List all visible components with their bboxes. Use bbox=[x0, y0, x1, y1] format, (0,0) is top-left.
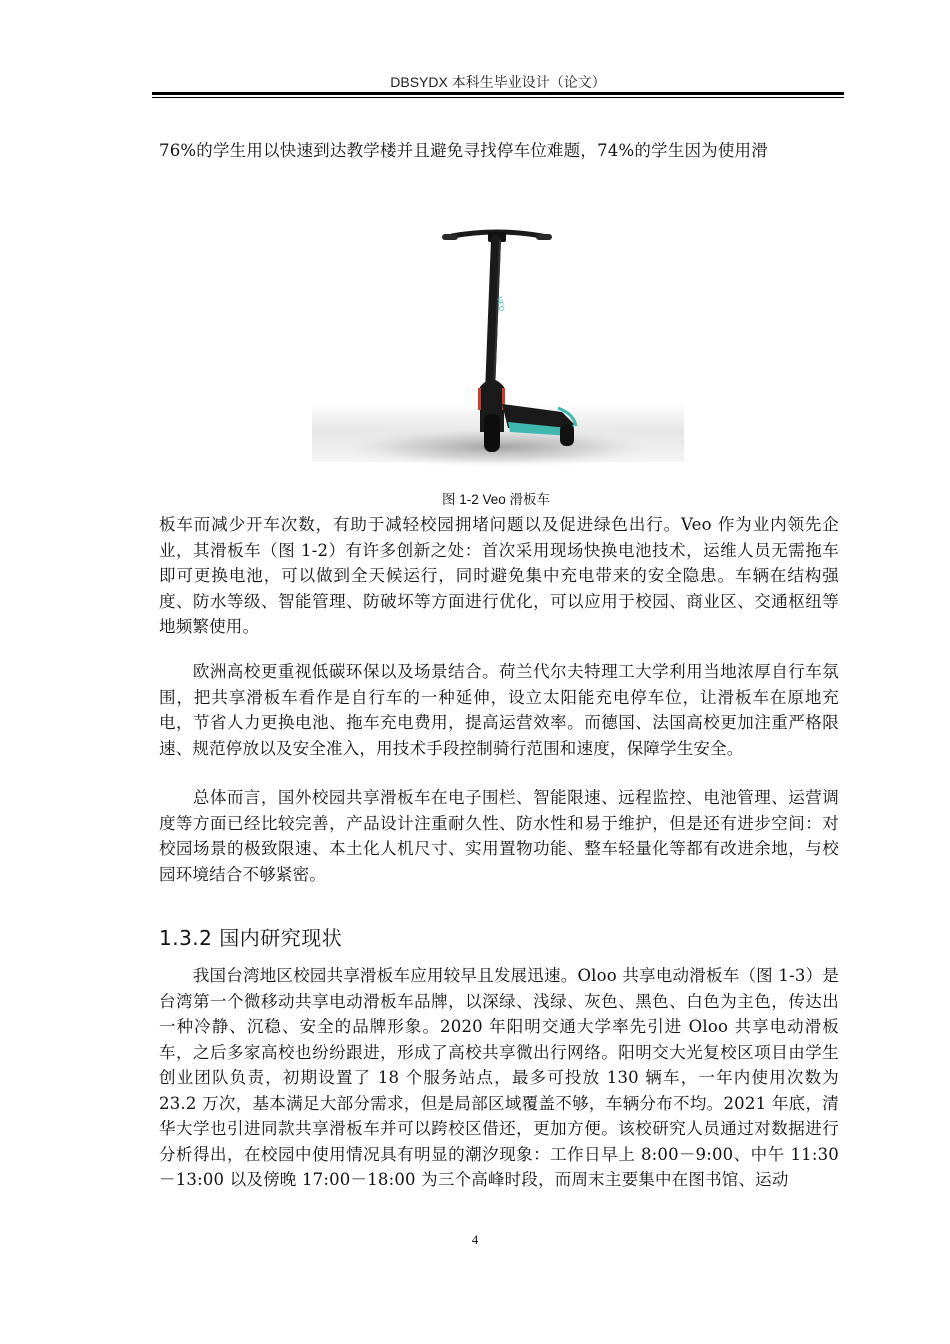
page-number: 4 bbox=[471, 1232, 479, 1247]
figure-caption: 图 1-2 Veo 滑板车 bbox=[441, 492, 551, 507]
scooter-image bbox=[312, 222, 684, 472]
svg-text:VEO: VEO bbox=[495, 295, 506, 312]
header-rule-thick bbox=[152, 92, 844, 95]
front-wheel bbox=[484, 414, 500, 452]
paragraph-summary: 总体而言，国外校园共享滑板车在电子围栏、智能限速、远程监控、电池管理、运营调度等方面已经比较完善，产品设计注重耐久性、防水性和易于维护，但是还有进步空间：对校园场景的极致限速、本土化人机尺寸、实用置物功能、整车轻量化等都有改进余地，与校园环境结合不够紧密。 bbox=[159, 788, 839, 884]
header-rule-thin bbox=[152, 97, 844, 98]
paragraph-veo: 板车而减少开车次数，有助于减轻校园拥堵问题以及促进绿色出行。Veo 作为业内领先企业，其滑板车（图 1-2）有许多创新之处：首次采用现场快换电池技术，运维人员无需拖车即可更换电池，可以做到全天候运行，同时避免集中充电带来的安全隐患。车辆在结构强度、防水等级、智能管理、防破坏等方面进行优化，可以应用于校园、商业区、交通枢纽等地频繁使用。 bbox=[159, 515, 839, 636]
front-light-left bbox=[478, 388, 481, 410]
scooter-figure bbox=[312, 222, 684, 472]
paragraph-continued: 76%的学生用以快速到达教学楼并且避免寻找停车位难题，74%的学生因为使用滑 bbox=[159, 141, 768, 160]
paragraph-europe: 欧洲高校更重视低碳环保以及场景结合。荷兰代尔夫特理工大学利用当地浓厚自行车氛围，把共享滑板车看作是自行车的一种延伸，设立太阳能充电停车位，让滑板车在原地充电，节省人力更换电池、拖车充电费用，提高运营效率。而德国、法国高校更加注重严格限速、规范停放以及安全准入，用技术手段控制骑行范围和速度，保障学生安全。 bbox=[159, 662, 839, 758]
paragraph-taiwan: 我国台湾地区校园共享滑板车应用较早且发展迅速。Oloo 共享电动滑板车（图 1-3）是台湾第一个微移动共享电动滑板车品牌，以深绿、浅绿、灰色、黑色、白色为主色，传达出一种冷静、沉稳、安全的品牌形象。2020 年阳明交通大学率先引进 Oloo 共享电动滑板车，之后多家高校也纷纷跟进，形成了高校共享微出行网络。阳明交大光复校区项目由学生创业团队负责，初期设置了 18 个服务站点，最多可投放 130 辆车，一年内使用次数为 23.2 万次，基本满足大部分需求，但是局部区域覆盖不够，车辆分布不均。2021 年底，清华大学也引进同款共享滑板车并可以跨校区借还，更加方便。该校研究人员通过对数据进行分析得出，在校园中使用情况具有明显的潮汐现象：工作日早上 8:00－9:00、中午 11:30－13:00 以及傍晚 17:00－18:00 为三个高峰时段，而周末主要集中在图书馆、运动 bbox=[159, 966, 839, 1189]
running-header: DBSYDX 本科生毕业设计（论文） bbox=[390, 74, 606, 90]
section-heading: 1.3.2 国内研究现状 bbox=[159, 926, 343, 950]
rear-wheel bbox=[560, 424, 574, 446]
